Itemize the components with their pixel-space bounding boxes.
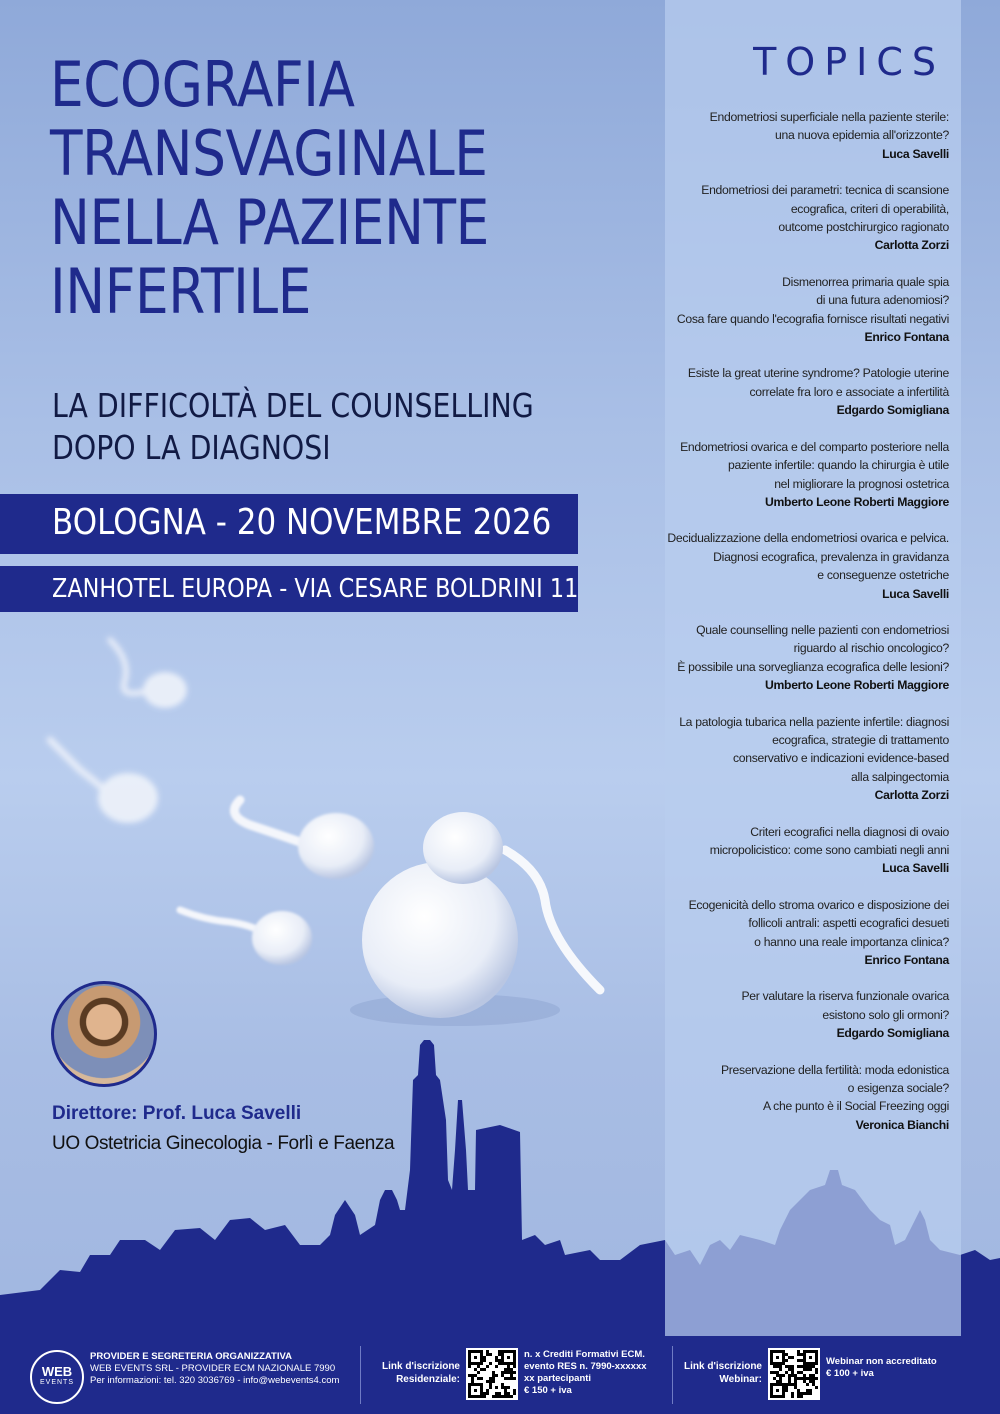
director-avatar	[51, 981, 157, 1087]
topic-item	[659, 896, 949, 970]
title-line: INFERTILE	[50, 255, 311, 328]
date-banner	[0, 494, 578, 554]
subtitle-line: DOPO LA DIAGNOSI	[52, 428, 331, 467]
topic-speaker: Enrico Fontana	[864, 330, 949, 345]
topic-text: Dismenorrea primaria quale spia	[782, 274, 949, 289]
topic-text: correlate fra loro e associate a infertilità	[749, 384, 949, 399]
topic-text: Endometriosi dei parametri: tecnica di scansione	[701, 183, 949, 198]
topic-text: Preservazione della fertilità: moda edonistica	[720, 1062, 949, 1077]
event-subtitle	[52, 385, 534, 469]
topic-text: conservativo e indicazioni evidence-based	[732, 751, 949, 766]
topic-text: alla salpingectomia	[851, 769, 949, 784]
topic-speaker: Luca Savelli	[882, 146, 949, 161]
topic-item	[659, 438, 949, 512]
topic-speaker: Veronica Bianchi	[855, 1117, 949, 1132]
provider-heading: PROVIDER E SEGRETERIA ORGANIZZATIVA	[90, 1351, 292, 1362]
venue-text: ZANHOTEL EUROPA - VIA CESARE BOLDRINI 11	[52, 574, 579, 604]
label-line: Residenziale:	[396, 1374, 460, 1385]
topic-text: riguardo al rischio oncologico?	[793, 641, 949, 656]
topics-panel	[665, 0, 961, 1336]
topic-speaker: Carlotta Zorzi	[874, 238, 949, 253]
info-line: xx partecipanti	[524, 1373, 592, 1384]
topic-text: una nuova epidemia all'orizzonte?	[774, 128, 949, 143]
topic-text: Cosa fare quando l'ecografia fornisce risultati negativi	[676, 311, 949, 326]
webinar-link-label	[672, 1360, 762, 1386]
topic-text: Quale counselling nelle pazienti con endometriosi	[696, 622, 949, 637]
topic-text: micropolicistico: come sono cambiati negli anni	[709, 843, 949, 857]
sperm-egg-illustration	[0, 620, 665, 1040]
logo-sub: EVENTS	[39, 1379, 74, 1386]
topic-item	[659, 713, 949, 805]
topic-speaker: Edgardo Somigliana	[836, 403, 949, 418]
topic-speaker: Carlotta Zorzi	[874, 788, 949, 803]
topic-speaker: Umberto Leone Roberti Maggiore	[765, 494, 949, 509]
topic-text: di una futura adenomiosi?	[816, 293, 949, 308]
topic-speaker: Luca Savelli	[882, 861, 949, 876]
topic-text: Ecogenicità dello stroma ovarico e disposizione dei	[688, 897, 949, 912]
webinar-qr-code[interactable]	[768, 1348, 820, 1400]
topic-item	[659, 1061, 949, 1135]
provider-line: WEB EVENTS SRL - PROVIDER ECM NAZIONALE 7990	[90, 1363, 336, 1374]
logo-main: WEB	[41, 1364, 73, 1379]
info-line: Webinar non accreditato	[826, 1356, 937, 1367]
topic-speaker: Enrico Fontana	[864, 953, 949, 968]
topic-text: o hanno una reale importanza clinica?	[754, 934, 949, 949]
topic-text: ecografica, criteri di operabilità,	[790, 201, 949, 216]
topic-text: Per valutare la riserva funzionale ovarica	[741, 989, 949, 1004]
label-line: Webinar:	[719, 1374, 762, 1385]
venue-banner	[0, 566, 578, 612]
date-text: BOLOGNA - 20 NOVEMBRE 2026	[52, 502, 552, 543]
info-line: evento RES n. 7990-xxxxxx	[524, 1361, 647, 1372]
title-line: NELLA PAZIENTE	[50, 186, 489, 259]
info-line: n. x Crediti Formativi ECM.	[524, 1349, 645, 1360]
topics-heading: TOPICS	[753, 40, 945, 84]
director-name: Direttore: Prof. Luca Savelli	[52, 1103, 302, 1124]
topic-text: La patologia tubarica nella paziente infertile: diagnosi	[679, 714, 949, 729]
residential-info	[524, 1349, 647, 1397]
topic-speaker: Luca Savelli	[882, 586, 949, 601]
topic-text: A che punto è il Social Freezing oggi	[762, 1099, 949, 1114]
web-events-logo	[30, 1350, 84, 1404]
topic-speaker: Edgardo Somigliana	[836, 1026, 949, 1041]
topic-text: e conseguenze ostetriche	[817, 568, 949, 583]
topic-text: outcome postchirurgico ragionato	[778, 220, 949, 235]
title-line: ECOGRAFIA	[50, 48, 355, 121]
event-title	[50, 50, 489, 326]
topic-text: follicoli antrali: aspetti ecografici desueti	[748, 916, 949, 931]
webinar-info	[826, 1356, 937, 1380]
director-unit: UO Ostetricia Ginecologia - Forlì e Faenza	[52, 1133, 395, 1154]
label-line: Link d'iscrizione	[684, 1361, 762, 1372]
topic-text: paziente infertile: quando la chirurgia è utile	[728, 458, 949, 473]
topic-text: Endometriosi ovarica e del comparto posteriore nella	[680, 439, 949, 454]
topic-item	[659, 181, 949, 255]
residential-link-label	[372, 1360, 460, 1386]
provider-contact: Per informazioni: tel. 320 3036769 - info@webevents4.com	[90, 1375, 340, 1386]
topic-text: Esiste la great uterine syndrome? Patologie uterine	[687, 366, 949, 381]
topic-item	[659, 529, 949, 603]
info-line: € 150 + iva	[524, 1385, 572, 1396]
topic-text: Endometriosi superficiale nella paziente sterile:	[709, 110, 949, 124]
topic-item	[659, 823, 949, 878]
topic-item	[659, 364, 949, 419]
topic-text: Decidualizzazione della endometriosi ovarica e pelvica.	[667, 531, 949, 546]
provider-info	[90, 1351, 339, 1387]
residential-qr-code[interactable]	[466, 1348, 518, 1400]
topic-text: Criteri ecografici nella diagnosi di ovaio	[750, 824, 949, 839]
title-line: TRANSVAGINALE	[50, 117, 488, 190]
topic-text: È possibile una sorveglianza ecografica delle lesioni?	[677, 659, 949, 674]
topic-text: Diagnosi ecografica, prevalenza in gravidanza	[713, 549, 949, 564]
topic-text: ecografica, strategie di trattamento	[772, 732, 949, 747]
topic-item	[659, 621, 949, 695]
label-line: Link d'iscrizione	[382, 1361, 460, 1372]
subtitle-line: LA DIFFICOLTÀ DEL COUNSELLING	[52, 386, 534, 425]
topic-text: esistono solo gli ormoni?	[822, 1007, 949, 1022]
topic-item	[659, 273, 949, 347]
topic-item	[659, 987, 949, 1042]
footer-bar	[0, 1336, 1000, 1414]
topics-list	[659, 108, 949, 1152]
topic-text: o esigenza sociale?	[847, 1081, 949, 1096]
topic-item	[659, 108, 949, 163]
divider	[360, 1346, 361, 1404]
topic-speaker: Umberto Leone Roberti Maggiore	[765, 678, 949, 693]
info-line: € 100 + iva	[826, 1368, 874, 1379]
topic-text: nel migliorare la prognosi ostetrica	[774, 476, 949, 491]
